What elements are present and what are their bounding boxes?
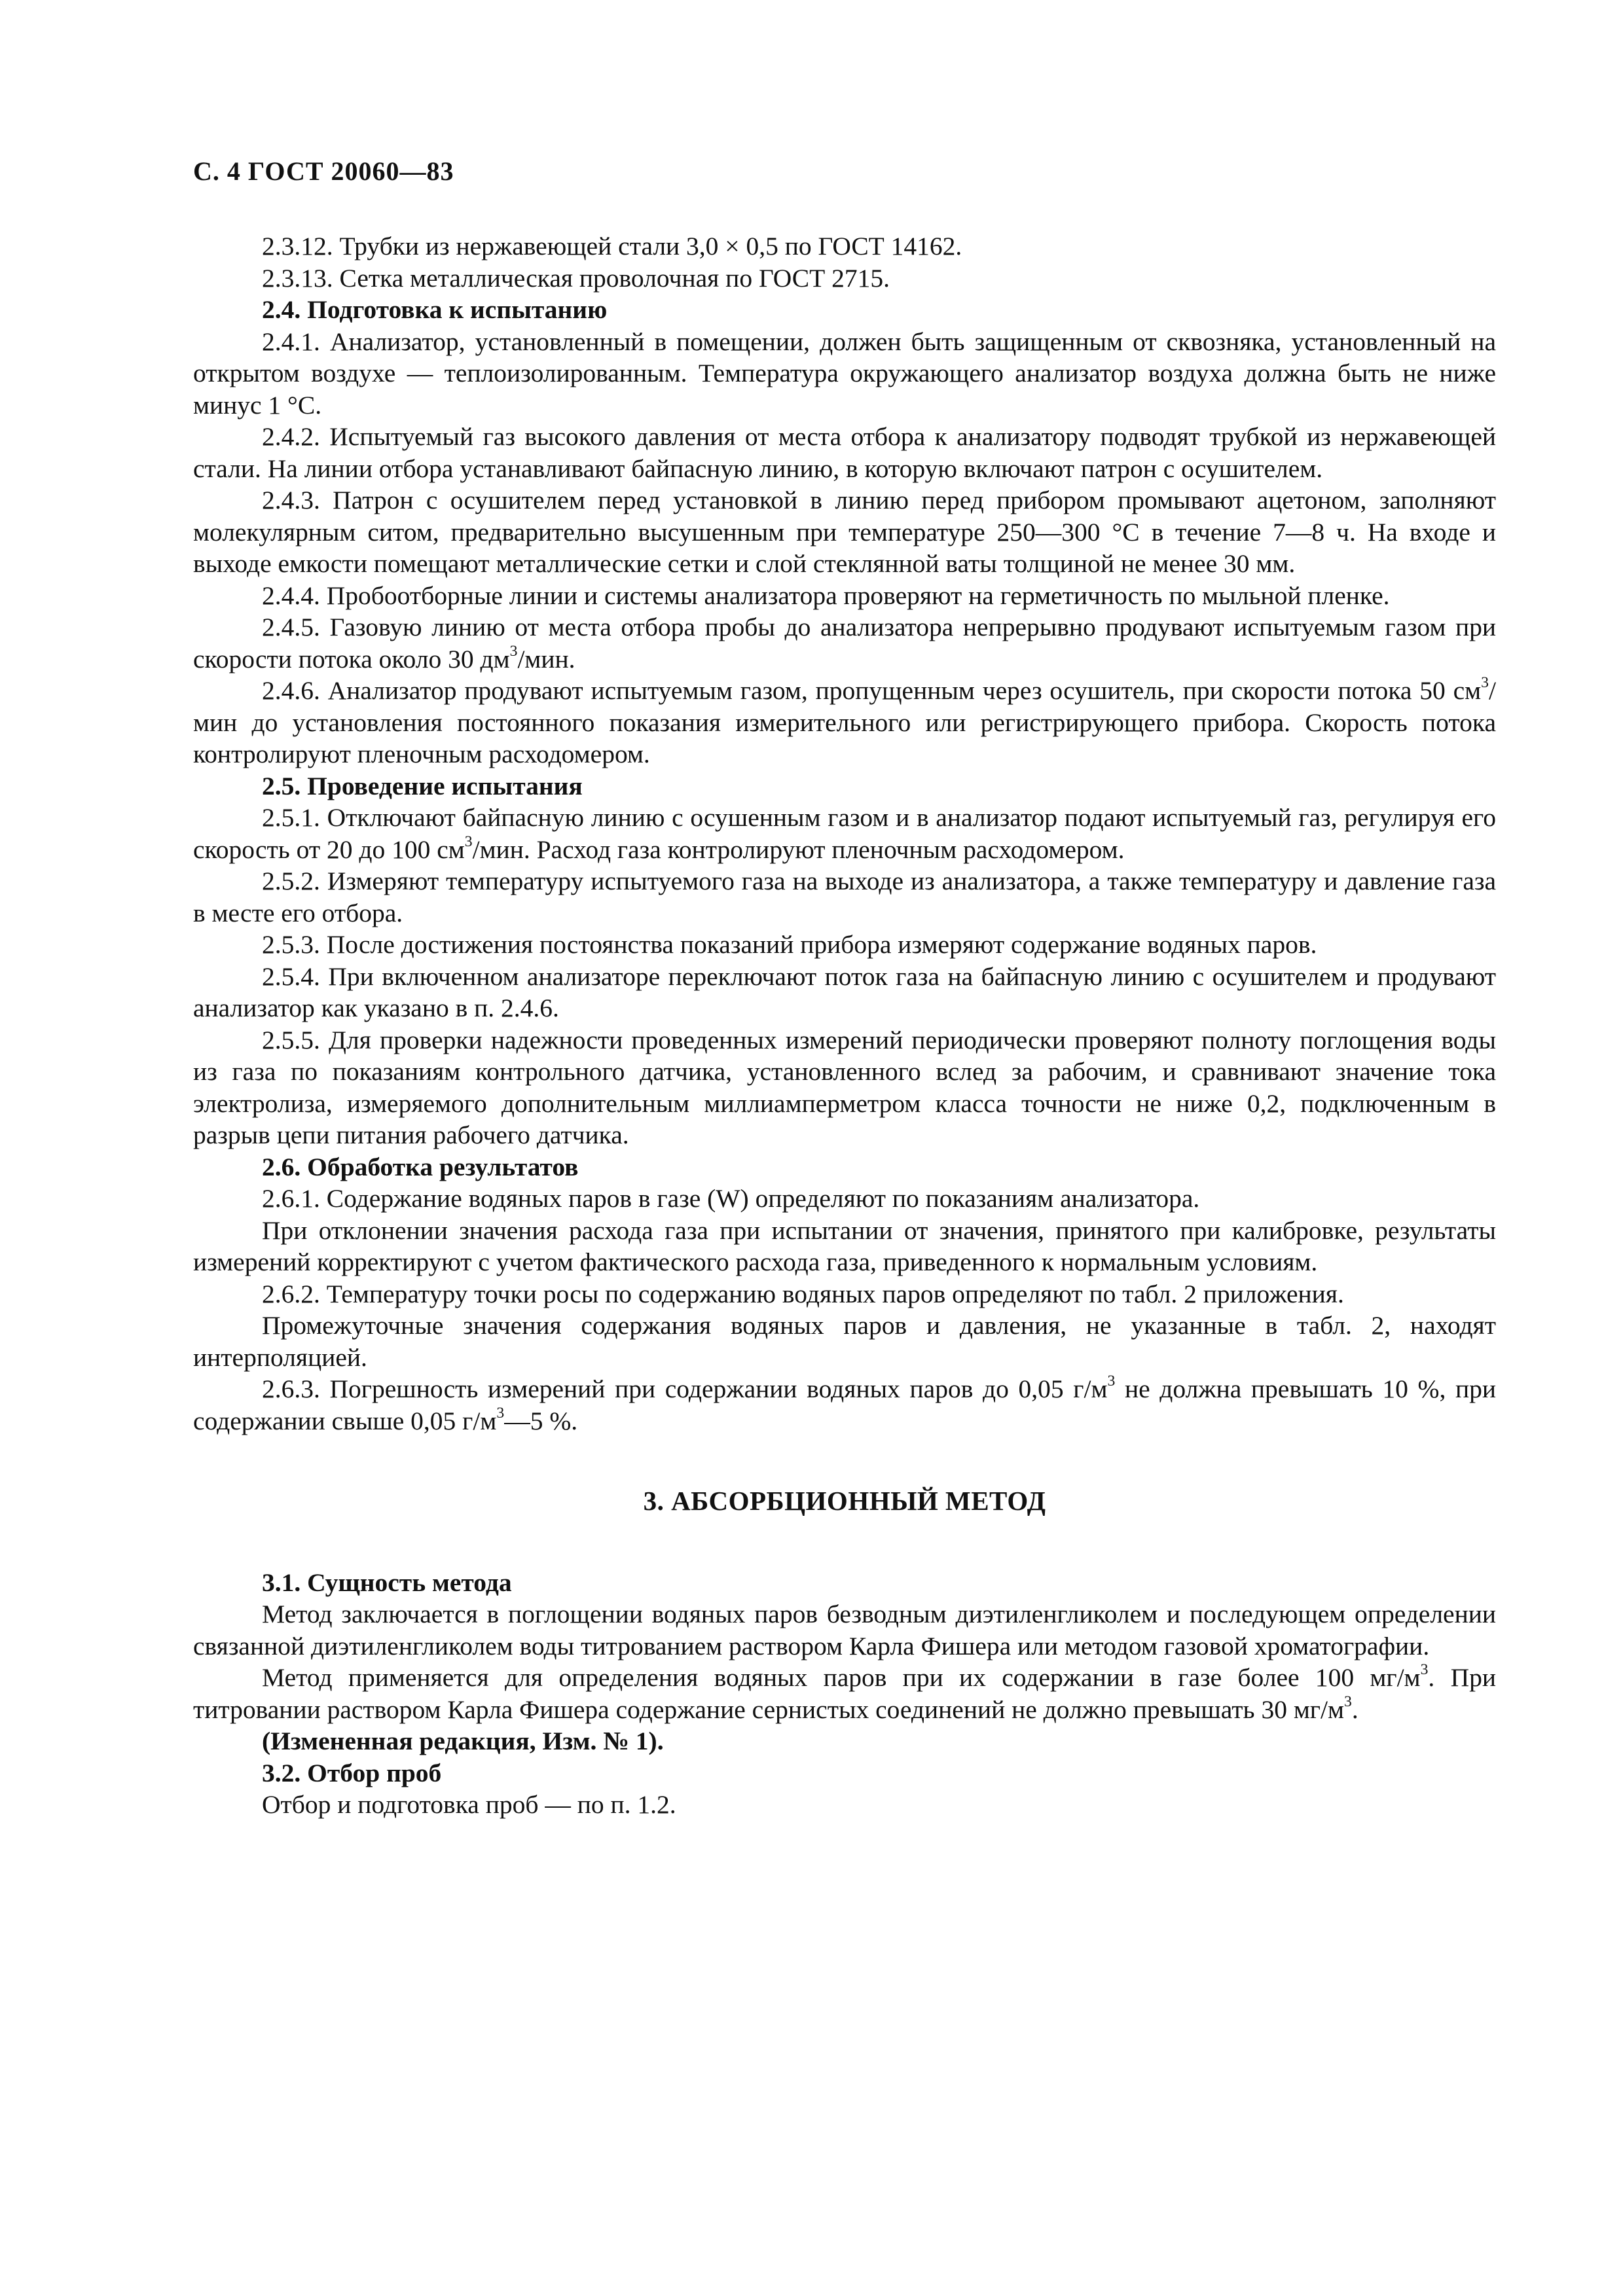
paragraph: 2.4.1. Анализатор, установленный в помещении, должен быть защищенным от сквозняка, установленный на открытом воздухе — теплоизолированным. Температура окружающего анализатор воздуха должна быть не ниже минус 1 °С. — [193, 327, 1496, 420]
paragraph: 2.4.3. Патрон с осушителем перед установкой в линию перед прибором промывают ацетоном, заполняют молекулярным ситом, предварительно высушенным при температуре 250—300 °С в течение 7—8 ч. На входе и выходе емкости помещают металлические сетки и слой стеклянной ваты толщиной не менее 30 мм. — [193, 486, 1496, 578]
paragraph: 2.3.12. Трубки из нержавеющей стали 3,0 × 0,5 по ГОСТ 14162. — [262, 232, 962, 260]
page-header: С. 4 ГОСТ 20060—83 — [193, 156, 454, 186]
document-body — [193, 230, 1496, 1821]
paragraph: 2.4.2. Испытуемый газ высокого давления от места отбора к анализатору подводят трубкой из нержавеющей стали. На линии отбора устанавливают байпасную линию, в которую включают патрон с осушителем. — [193, 422, 1496, 483]
paragraph: 2.6.2. Температуру точки росы по содержанию водяных паров определяют по табл. 2 приложения. — [262, 1279, 1344, 1308]
paragraph: 2.5.5. Для проверки надежности проведенных измерений периодически проверяют полноту поглощения воды из газа по показаниям контрольного датчика, установленного вслед за рабочим, и сравнивают значение тока электролиза, измеряемого дополнительным миллиамперметром класса точности не ниже 0,2, подключенным в разрыв цепи питания рабочего датчика. — [193, 1025, 1496, 1149]
chapter-title: 3. АБСОРБЦИОННЫЙ МЕТОД — [643, 1486, 1046, 1516]
section-heading: 2.5. Проведение испытания — [262, 771, 583, 800]
paragraph: 2.5.2. Измеряют температуру испытуемого газа на выходе из анализатора, а также температуру и давление газа в месте его отбора. — [193, 867, 1496, 927]
paragraph: При отклонении значения расхода газа при испытании от значения, принятого при калибровке, результаты измерений корректируют с учетом фактического расхода газа, приведенного к нормальным условиям. — [193, 1215, 1496, 1276]
paragraph: 2.4.6. Анализатор продувают испытуемым газом, пропущенным через осушитель, при скорости потока 50 $см^3$/мин до установления постоянного показания измерительного или регистрирующего прибора. Скорость потока контролируют пленочным расходомером. — [193, 674, 1496, 768]
paragraph: 2.6.1. Содержание водяных паров в газе (W) определяют по показаниям анализатора. — [262, 1184, 1200, 1213]
paragraph: Метод заключается в поглощении водяных паров безводным диэтиленгликолем и последующем определении связанной диэтиленгликолем воды титрованием раствором Карла Фишера или методом газовой хроматографии. — [193, 1600, 1496, 1660]
paragraph: 2.4.5. Газовую линию от места отбора пробы до анализатора непрерывно продувают испытуемым газом при скорости потока около 30 $дм^3$/мин. — [193, 613, 1496, 673]
paragraph: 2.5.1. Отключают байпасную линию с осушенным газом и в анализатор подают испытуемый газ, регулируя его скорость от 20 до 100 $см^3$/мин. Расход газа контролируют пленочным расходомером. — [193, 803, 1496, 864]
paragraph: Метод применяется для определения водяных паров при их содержании в газе более 100 $мг/м^3$. При титровании раствором Карла Фишера содержание сернистых соединений не должно превышать 30 $мг/м^3$. — [193, 1661, 1497, 1724]
section-heading: 2.6. Обработка результатов — [262, 1152, 579, 1181]
paragraph: Отбор и подготовка проб — по п. 1.2. — [262, 1790, 676, 1819]
paragraph: 2.6.3. Погрешность измерений при содержании водяных паров до 0,05 $г/м^3$ не должна превышать 10 %, при содержании свыше 0,05 $г/м^3—5$ %. — [193, 1372, 1496, 1435]
paragraph: 2.4.4. Пробоотборные линии и системы анализатора проверяют на герметичность по мыльной пленке. — [262, 581, 1390, 610]
section-heading: 2.4. Подготовка к испытанию — [262, 295, 608, 324]
paragraph: 2.5.3. После достижения постоянства показаний прибора измеряют содержание водяных паров. — [262, 930, 1317, 959]
section-heading: 3.2. Отбор проб — [262, 1758, 442, 1787]
paragraph: Промежуточные значения содержания водяных паров и давления, не указанные в табл. 2, находят интерполяцией. — [193, 1311, 1496, 1372]
paragraph: 2.5.4. При включенном анализаторе переключают поток газа на байпасную линию с осушителем и продувают анализатор как указано в п. 2.4.6. — [193, 961, 1496, 1022]
paragraph: 2.3.13. Сетка металлическая проволочная по ГОСТ 2715. — [262, 263, 890, 293]
section-heading: (Измененная редакция, Изм. № 1). — [262, 1727, 664, 1755]
section-heading: 3.1. Сущность метода — [262, 1568, 512, 1597]
